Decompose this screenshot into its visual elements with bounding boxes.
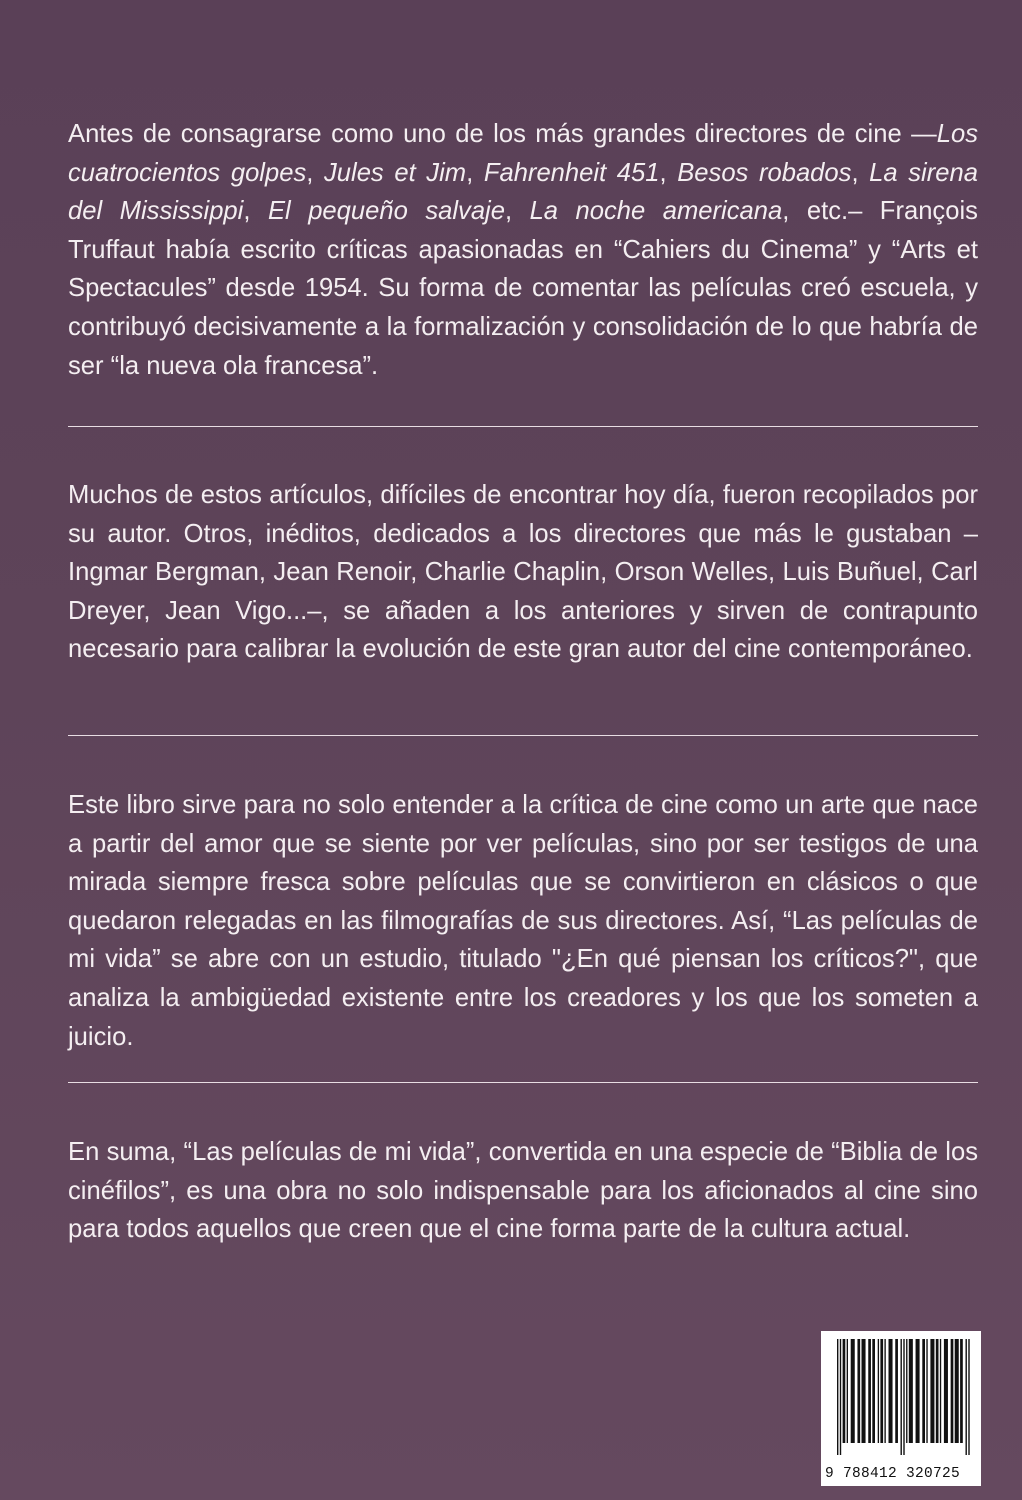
text-segment: Este libro sirve para no solo entender a la crítica de cine como un arte que nace a partir del amor que se siente por ver películas, sino por ser testigos de una mirada siempre fresca sobre películas que se convirtieron en clásicos o que quedaron relegadas en las filmografías de sus directores. Así, “Las películas de mi vida” se abre con un estudio, titulado "¿En qué piensan los críticos?", que analiza la ambigüedad existente entre los creadores y los que los someten a juicio. bbox=[68, 791, 978, 1051]
barcode-bar bbox=[878, 1339, 879, 1443]
film-title: Besos robados bbox=[677, 158, 852, 187]
text-segment: Muchos de estos artículos, difíciles de encontrar hoy día, fueron recopilados por su autor. Otros, inéditos, dedicados a los directores que más le gustaban –Ingmar Bergman, Jean Renoir, Charlie Chaplin, Orson Welles, Luis Buñuel, Carl Dreyer, Jean Vigo...–, se añaden a los anteriores y sirven de contrapunto necesario para calibrar la evolución de este gran autor del cine contemporáneo. bbox=[68, 481, 978, 664]
barcode-bar bbox=[966, 1339, 967, 1455]
text-segment: , etc.– François Truffaut había escrito críticas apasionadas en “Cahiers du Cinema” y “Arts et Spectacules” desde 1954. Su forma de comentar las películas creó escuela, y contribuyó decisivamente a la formalización y consolidación de lo que habría de ser “la nueva ola francesa”. bbox=[68, 197, 978, 380]
film-title: Los cuatrocientos golpes bbox=[68, 120, 978, 187]
barcode-bar bbox=[862, 1339, 866, 1443]
divider-2 bbox=[68, 735, 978, 736]
barcode-bar bbox=[926, 1339, 927, 1443]
isbn-barcode bbox=[821, 1331, 981, 1486]
text-segment: , bbox=[243, 197, 268, 226]
paragraph-1 bbox=[68, 115, 978, 385]
barcode-bar bbox=[968, 1339, 969, 1455]
barcode-digits: 9 788412 320725 bbox=[825, 1466, 961, 1482]
text-segment: , bbox=[466, 158, 484, 187]
barcode-bar bbox=[857, 1339, 860, 1443]
barcode-bar bbox=[916, 1339, 920, 1443]
text-segment: , bbox=[504, 197, 530, 226]
barcode-bar bbox=[889, 1339, 893, 1443]
film-title: Fahrenheit 451 bbox=[483, 158, 660, 187]
barcode-bar bbox=[930, 1339, 934, 1443]
divider-3 bbox=[68, 1082, 978, 1083]
divider-1 bbox=[68, 426, 978, 427]
barcode-bar bbox=[872, 1339, 875, 1443]
paragraph-2 bbox=[68, 476, 978, 669]
barcode-bar bbox=[884, 1339, 885, 1443]
text-segment: Antes de consagrarse como uno de los más grandes directores de cine — bbox=[68, 120, 937, 148]
film-title: La sirena del Mississippi bbox=[68, 158, 978, 226]
text-segment: En suma, “Las películas de mi vida”, convertida en una especie de “Biblia de los cinéfilos”, es una obra no solo indispensable para los aficionados al cine sino para todos aquellos que creen que el cine forma parte de la cultura actual. bbox=[68, 1138, 978, 1244]
barcode-bars bbox=[827, 1339, 975, 1455]
barcode-bar bbox=[901, 1339, 902, 1455]
text-segment: , bbox=[306, 158, 324, 187]
paragraph-3 bbox=[68, 786, 978, 1056]
barcode-bar bbox=[940, 1339, 941, 1443]
film-title: La noche americana bbox=[529, 197, 783, 226]
barcode-bar bbox=[880, 1339, 883, 1443]
barcode-bar bbox=[840, 1339, 841, 1455]
barcode-bar bbox=[851, 1339, 855, 1443]
paragraph-4 bbox=[68, 1133, 978, 1249]
barcode-bar bbox=[837, 1339, 838, 1455]
barcode-bar bbox=[922, 1339, 925, 1443]
barcode-bar bbox=[903, 1339, 904, 1455]
barcode-bar bbox=[868, 1339, 871, 1443]
barcode-bar bbox=[960, 1339, 963, 1443]
barcode-bar bbox=[906, 1339, 907, 1443]
barcode-bar bbox=[843, 1339, 846, 1443]
film-title: El pequeño salvaje bbox=[267, 197, 505, 226]
barcode-bar bbox=[895, 1339, 898, 1443]
barcode-bar bbox=[847, 1339, 848, 1443]
barcode-bar bbox=[936, 1339, 939, 1443]
barcode-bar bbox=[909, 1339, 913, 1443]
film-title: Jules et Jim bbox=[323, 158, 467, 187]
text-segment: , bbox=[851, 158, 870, 187]
barcode-bar bbox=[944, 1339, 948, 1443]
barcode-bar bbox=[955, 1339, 959, 1443]
text-segment: , bbox=[659, 158, 678, 187]
barcode-bar bbox=[951, 1339, 954, 1443]
